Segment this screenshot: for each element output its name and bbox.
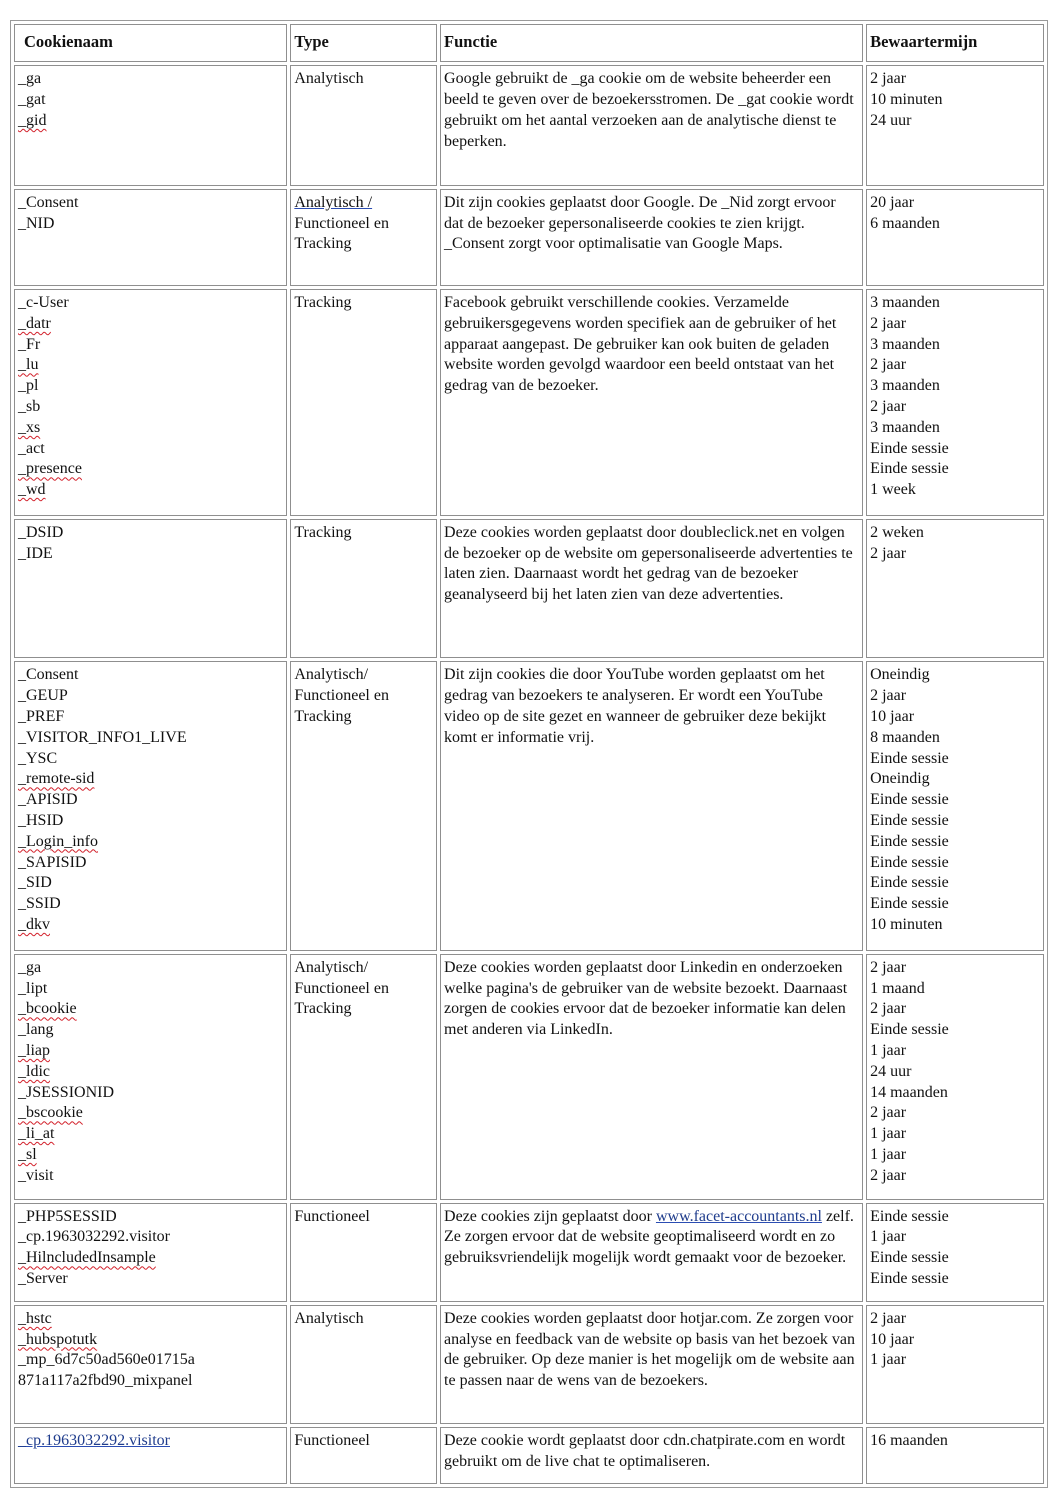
cookie-terms-cell (866, 65, 1044, 185)
table-row (14, 954, 1044, 1200)
retention-term: Einde sessie (870, 811, 949, 829)
cookie-type: Analytisch (294, 70, 364, 88)
table-row (14, 661, 1044, 950)
retention-term: 1 maand (870, 979, 925, 997)
cookie-terms-cell (866, 1203, 1044, 1302)
retention-term: 24 uur (870, 1062, 912, 1080)
cookie-type: Tracking (294, 1000, 352, 1018)
function-text: zelf. Ze zorgen ervoor dat de website geoptimaliseerd wordt en zo gebruiksvriendelijk mogelijk wordt gemaakt voor de bezoeker. (444, 1207, 854, 1267)
cookie-name: _c-User (18, 294, 69, 312)
cookie-name: _DSID (18, 523, 64, 541)
cookie-name: _PREF (18, 707, 65, 725)
cookie-type-cell (290, 661, 437, 950)
retention-term: 3 maanden (870, 294, 940, 312)
retention-term: Einde sessie (870, 895, 949, 913)
header-cookienaam: Cookienaam (14, 24, 287, 62)
cookie-type-cell (290, 1427, 437, 1484)
retention-term: 3 maanden (870, 418, 940, 436)
retention-term: Einde sessie (870, 1207, 949, 1225)
cookie-type-cell (290, 289, 437, 516)
cookie-function-cell: Facebook gebruikt verschillende cookies. Verzamelde gebruikersgegevens worden specifiek aan de gebruiker of het apparaat aangepast. De gebruiker kan ook buiten de geladen website worden gevolgd waardoor een beeld ontstaat van het gedrag van de bezoeker. (440, 289, 863, 516)
cookie-name: _cp.1963032292.visitor (18, 1228, 170, 1246)
header-bewaartermijn: Bewaartermijn (866, 24, 1044, 62)
retention-term: 1 week (870, 481, 916, 499)
cookie-name: _Fr (18, 335, 41, 353)
cookie-terms-cell (866, 661, 1044, 950)
function-text: Deze cookies zijn geplaatst door (444, 1207, 656, 1225)
cookie-names-cell (14, 519, 287, 659)
retention-term: Einde sessie (870, 749, 949, 767)
cookie-function-cell: Deze cookies worden geplaatst door hotjar.com. Ze zorgen voor analyse en feedback van de website op basis van het bezoek van de gebruiker. Op deze manier is het mogelijk om de website aan te passen naar de wens van de bezoekers. (440, 1305, 863, 1424)
cookie-terms-cell (866, 189, 1044, 286)
retention-term: 10 jaar (870, 707, 915, 725)
retention-term: Einde sessie (870, 460, 949, 478)
cookie-name: _Consent (18, 666, 79, 684)
cookie-name: _GEUP (18, 687, 68, 705)
retention-term: Einde sessie (870, 832, 949, 850)
retention-term: 1 jaar (870, 1125, 907, 1143)
table-row (14, 65, 1044, 185)
cookie-name: _wd (18, 481, 46, 499)
cookie-name: _visit (18, 1166, 54, 1184)
cookie-type: Functioneel (294, 1432, 370, 1450)
table-row (14, 519, 1044, 659)
retention-term: 2 jaar (870, 1309, 907, 1327)
cookie-type: Tracking (294, 235, 352, 253)
table-row (14, 1305, 1044, 1424)
cookie-names-cell (14, 954, 287, 1200)
header-type: Type (290, 24, 437, 62)
cookie-function-cell: Google gebruikt de _ga cookie om de website beheerder een beeld te geven over de bezoekersstromen. De _gat cookie wordt gebruikt om het aantal verzoeken aan de analytische dienst te beperken. (440, 65, 863, 185)
retention-term: 6 maanden (870, 214, 940, 232)
retention-term: 2 jaar (870, 544, 907, 562)
cookie-name: _ga (18, 958, 42, 976)
cookie-name: _gat (18, 91, 46, 109)
cookie-names-cell (14, 65, 287, 185)
cookie-type-cell (290, 65, 437, 185)
cookie-names-cell (14, 1427, 287, 1484)
cookie-type-cell (290, 954, 437, 1200)
cookie-name: _Consent (18, 193, 79, 211)
cookie-name: _sb (18, 398, 41, 415)
cookie-name: _dkv (18, 915, 50, 933)
retention-term: 1 jaar (870, 1145, 907, 1163)
retention-term: 2 jaar (870, 70, 907, 88)
retention-term: Oneindig (870, 770, 930, 788)
table-row (14, 1203, 1044, 1302)
cookie-name: _bcookie (18, 1000, 77, 1018)
cookie-type: Functioneel en (294, 214, 389, 232)
retention-term: 10 minuten (870, 915, 943, 933)
cookie-function-cell: Deze cookies worden geplaatst door Linkedin en onderzoeken welke pagina's de gebruiker van de website bezoekt. Daarnaast zorgen de cookies ervoor dat de bezoeker informatie kan delen met anderen via LinkedIn. (440, 954, 863, 1200)
cookie-function-cell: Deze cookies worden geplaatst door doubleclick.net en volgen de bezoeker op de website om gepersonaliseerde advertenties te laten zien. Daarnaast wordt het gedrag van de bezoeker geanalyseerd bij het laten zien van deze advertenties. (440, 519, 863, 659)
cookie-name: _act (18, 439, 45, 457)
cookie-type: Analytisch / (294, 193, 373, 211)
retention-term: 16 maanden (870, 1432, 948, 1450)
table-row (14, 289, 1044, 516)
retention-term: 2 jaar (870, 687, 907, 705)
cookie-name: _APISID (18, 791, 78, 809)
cookie-names-cell (14, 1203, 287, 1302)
cookie-name: _SID (18, 874, 52, 892)
cookie-document (10, 20, 1048, 1488)
cookie-table (10, 20, 1048, 1488)
cookie-name: _lipt (18, 979, 48, 997)
retention-term: 20 jaar (870, 193, 915, 211)
cookie-name: _JSESSIONID (18, 1083, 115, 1101)
retention-term: 2 jaar (870, 1000, 907, 1018)
cookie-name: _datr (18, 314, 51, 332)
retention-term: 8 maanden (870, 728, 940, 746)
cookie-type-cell (290, 1305, 437, 1424)
retention-term: Einde sessie (870, 1021, 949, 1039)
cookie-name: _presence (18, 460, 82, 478)
cookie-type-cell (290, 519, 437, 659)
retention-term: 10 minuten (870, 91, 943, 109)
retention-term: Oneindig (870, 666, 930, 684)
cookie-name: _PHP5SESSID (18, 1207, 117, 1225)
cookie-names-cell (14, 661, 287, 950)
cookie-name: _li_at (18, 1125, 55, 1143)
cookie-name: _HSID (18, 811, 64, 829)
cookie-type: Functioneel en (294, 979, 389, 997)
retention-term: Einde sessie (870, 1249, 949, 1267)
cookie-terms-cell (866, 289, 1044, 516)
cookie-name: _remote-sid (18, 770, 95, 788)
cookie-terms-cell (866, 954, 1044, 1200)
cookie-name: _Login_info (18, 832, 98, 850)
retention-term: Einde sessie (870, 1270, 949, 1288)
cookie-name: _SAPISID (18, 853, 87, 871)
cookie-type: Tracking (294, 523, 352, 541)
retention-term: 2 jaar (870, 1104, 907, 1122)
cookie-terms-cell (866, 519, 1044, 659)
cookie-type-cell (290, 189, 437, 286)
retention-term: Einde sessie (870, 791, 949, 809)
cookie-function-cell: Dit zijn cookies die door YouTube worden geplaatst om het gedrag van bezoekers te analyseren. Er wordt een YouTube video op de site gezet en wanneer de gebruiker deze bekijkt komt er informatie vrij. (440, 661, 863, 950)
cookie-names-cell (14, 1305, 287, 1424)
cookie-name: _lang (18, 1021, 54, 1039)
cookie-name: _lu (18, 356, 39, 374)
retention-term: Einde sessie (870, 874, 949, 892)
cookie-name: _Server (18, 1270, 68, 1288)
retention-term: Einde sessie (870, 439, 949, 457)
cookie-name: _hstc (18, 1309, 52, 1327)
cookie-names-cell (14, 289, 287, 516)
cookie-name: _mp_6d7c50ad560e01715a (18, 1351, 195, 1369)
retention-term: 1 jaar (870, 1228, 907, 1246)
cookie-name: _sl (18, 1145, 37, 1163)
retention-term: 3 maanden (870, 377, 940, 395)
header-functie: Functie (440, 24, 863, 62)
retention-term: Einde sessie (870, 853, 949, 871)
retention-term: 10 jaar (870, 1330, 915, 1348)
cookie-function-cell: Dit zijn cookies geplaatst door Google. De _Nid zorgt ervoor dat de bezoeker gepersonaliseerde cookies te zien krijgt. _Consent zorgt voor optimalisatie van Google Maps. (440, 189, 863, 286)
retention-term: 14 maanden (870, 1083, 948, 1101)
cookie-type: Analytisch/ (294, 958, 369, 976)
cookie-name: _cp.1963032292.visitor (18, 1432, 170, 1450)
cookie-type: Functioneel en (294, 687, 389, 705)
cookie-name: _xs (18, 418, 41, 436)
cookie-function-cell: Deze cookie wordt geplaatst door cdn.chatpirate.com en wordt gebruikt om de live chat te optimaliseren. (440, 1427, 863, 1484)
retention-term: 2 jaar (870, 398, 907, 415)
cookie-name: _IDE (18, 544, 53, 562)
cookie-name: _gid (18, 112, 47, 130)
cookie-type: Tracking (294, 707, 352, 725)
cookie-name: _SSID (18, 895, 61, 913)
cookie-type-cell (290, 1203, 437, 1302)
retention-term: 2 jaar (870, 314, 907, 332)
cookie-name: _YSC (18, 749, 58, 767)
retention-term: 3 maanden (870, 335, 940, 353)
cookie-name: _bscookie (18, 1104, 83, 1122)
cookie-name: _pl (18, 377, 39, 395)
retention-term: 1 jaar (870, 1351, 907, 1369)
retention-term: 1 jaar (870, 1041, 907, 1059)
retention-term: 2 jaar (870, 1166, 907, 1184)
retention-term: 2 jaar (870, 958, 907, 976)
retention-term: 2 jaar (870, 356, 907, 374)
table-header-row (14, 24, 1044, 62)
cookie-name: _VISITOR_INFO1_LIVE (18, 728, 187, 746)
cookie-type: Tracking (294, 294, 352, 312)
cookie-type: Functioneel (294, 1207, 370, 1225)
cookie-type: Analytisch/ (294, 666, 369, 684)
cookie-name: _NID (18, 214, 55, 232)
facet-accountants-link[interactable]: www.facet-accountants.nl (655, 1207, 822, 1225)
cookie-name: _hubspotutk (18, 1330, 98, 1348)
cookie-name: 871a117a2fbd90_mixpanel (18, 1372, 193, 1390)
cookie-name: _ldic (18, 1062, 50, 1080)
table-row (14, 1427, 1044, 1484)
cookie-type: Analytisch (294, 1309, 364, 1327)
retention-term: 24 uur (870, 112, 912, 130)
cookie-name: _liap (18, 1041, 50, 1059)
retention-term: 2 weken (870, 523, 924, 541)
cookie-name: _ga (18, 70, 42, 88)
cookie-names-cell (14, 189, 287, 286)
cookie-terms-cell (866, 1427, 1044, 1484)
cookie-terms-cell (866, 1305, 1044, 1424)
cookie-name: _HilncludedInsample (18, 1249, 156, 1267)
table-row (14, 189, 1044, 286)
cookie-function-cell (440, 1203, 863, 1302)
